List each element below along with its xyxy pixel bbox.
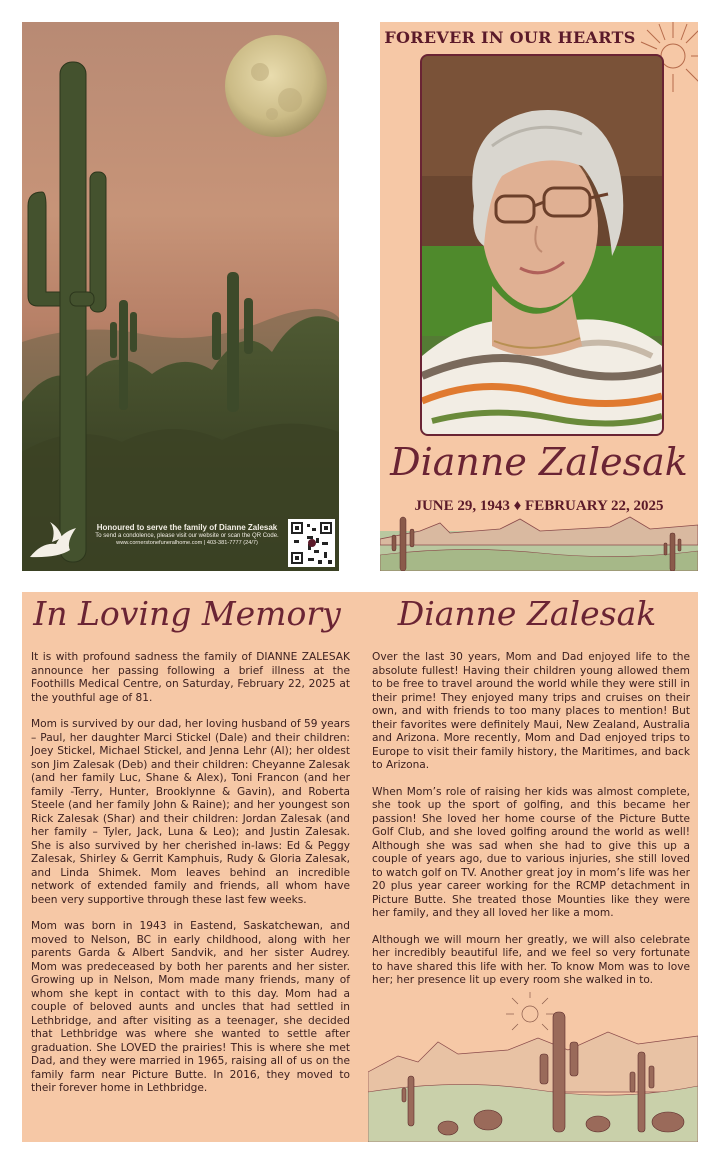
obituary-paragraph: Over the last 30 years, Mom and Dad enjoyed life to the absolute fullest! Having their children young allowed them to be free to travel around the world while they were still in their prime! They enjoyed many trips and cruises on their own, and with friends to too many places to mention! But their favorites were definitely Maui, New Zealand, Australia and Arizona. More recently, Mom and Dad enjoyed trips to Europe to visit their family history, the Maritimes, and back to Arizona. <box>372 651 690 771</box>
portrait-illustration <box>422 56 662 434</box>
left-column-title: In Loving Memory <box>33 594 341 633</box>
obituary-paragraph: Mom was born in 1943 in Eastend, Saskatchewan, and moved to Nelson, BC in early childhood, along with her parents Garda & Albert Sandvik, and her sister Audrey. Mom was predeceased by both her parents and her sister. Growing up in Nelson, Mom made many friends, many of whom she kept in contact with to this day. Mom had a couple of beloved aunts and uncles that had settled in Lethbridge, and after visiting as a teenager, she decided that Lethbridge was where she wanted to settle after graduation. She LOVED the prairies! This is where she met Dad, and they were married in 1965, raising all of us on the family farm near Picture Butte. In 2016, they moved to their forever home in Lethbridge. <box>31 920 350 1094</box>
life-dates: JUNE 29, 1943 ♦ FEBRUARY 22, 2025 <box>414 498 664 514</box>
desert-landscape-illustration <box>380 511 698 571</box>
honour-line: Honoured to serve the family of Dianne Zalesak <box>96 523 278 532</box>
obituary-right-column <box>372 651 690 1001</box>
portrait-photo <box>420 54 664 436</box>
obituary-paragraph: Although we will mourn her greatly, we will also celebrate her incredibly beautiful life, and we feel so very fortunate to have shared this life with her. To know Mom was to love her; her presence lit up every room she walked in to. <box>372 933 690 986</box>
funeral-home-credit <box>72 523 302 546</box>
saguaro-desert-scene <box>22 22 339 571</box>
obituary-left-column <box>31 651 350 1109</box>
condolence-line: To send a condolence, please visit our website or scan the QR Code. <box>95 533 279 539</box>
cover-name: Dianne Zalesak <box>390 440 688 484</box>
cover-heading: FOREVER IN OUR HEARTS <box>384 28 636 47</box>
sun-sketch-icon <box>506 992 554 1030</box>
right-column-title: Dianne Zalesak <box>397 594 657 633</box>
desert-sketch-illustration <box>368 992 698 1142</box>
obituary-paragraph: When Mom’s role of raising her kids was almost complete, she took up the sport of golfing, and this became her passion! She loved her home course of the Picture Butte Golf Club, and she loved golfing around the world as well! Although she was sad when she had to give this up a couple of years ago, due to various injuries, she still loved to watch golf on TV. Another great joy in mom’s life was her 20 plus year career working for the RCMP detachment in Picture Butte. She treated those Mounties like they were her family, and they all loved her like a mom. <box>372 785 690 919</box>
moon <box>225 35 327 137</box>
inside-spread <box>22 592 698 1142</box>
cover-panel <box>380 22 698 571</box>
obituary-paragraph: Mom is survived by our dad, her loving husband of 59 years – Paul, her daughter Marci Stickel (Dale) and their children: Joey Stickel, Michael Stickel, and Jenna Lehr (Al); her oldest son Jim Zalesak (Deb) and their children: Cheyanne Zalesak (and her family Luc, Shane & Alex), Toni Francon (and her family -Terry, Hunter, Brooklynne & Gavin), and Roberta Steele (and her family John & Raine); and her youngest son Rick Zalesak (Shar) and their children: Jordan Zalesak (and her family – Tyler, Jack, Luna & Leo); and Justin Zalesak. She is also survived by her cherished in-laws: Ed & Peggy Zalesak, Shirley & Gerrit Kamphuis, Rudy & Gloria Zalesak, and Linda Shimek. Mom leaves behind an incredible network of extended family and friends, all whom have been very supportive through these last few weeks. <box>31 718 350 906</box>
obituary-paragraph: It is with profound sadness the family of DIANNE ZALESAK announce her passing following a brief illness at the Foothills Medical Centre, on Saturday, February 22, 2025 at the youthful age of 81. <box>31 651 350 704</box>
desert-photo-panel <box>22 22 339 571</box>
website-line[interactable]: www.cornerstonefuneralhome.com | 403-381-7777 (24/7) <box>116 540 258 546</box>
